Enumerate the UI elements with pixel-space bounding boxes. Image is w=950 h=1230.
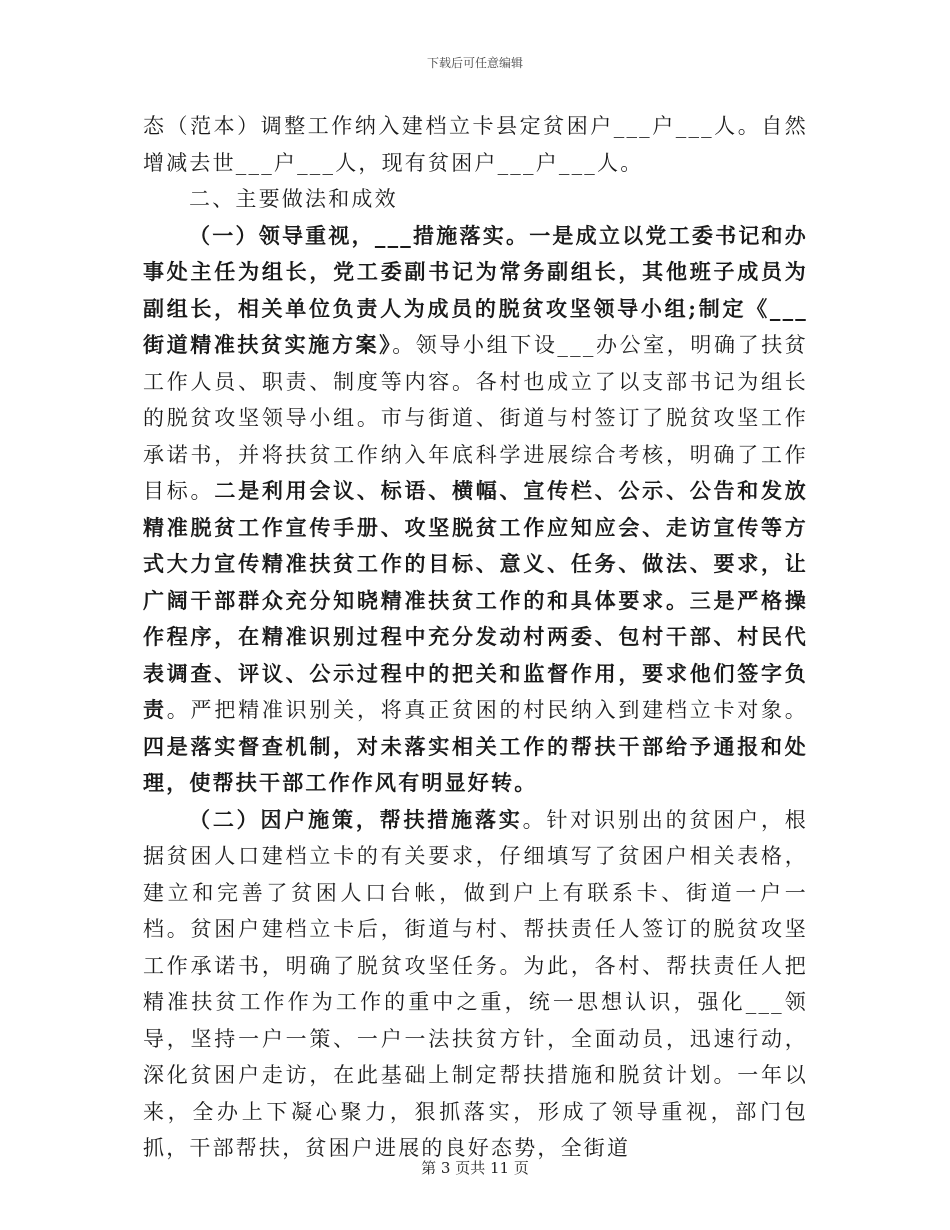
bold-text-run: （一）领导重视，___措施落实。一是成立以党工委书记和办事处主任为组长，党工委副书记为常务副组长，其他班子成员为副组长，相关单位负责人为成员的脱贫攻坚领导小组;制定《___街道精准扶贫实施方案》 — [143, 222, 808, 357]
text-run: 态（范本）调整工作纳入建档立卡县定贫困户___户___人。自然增减去世___户___人，现有贫困户___户___人。 — [143, 114, 808, 175]
page-header: 下载后可任意编辑 — [426, 56, 523, 70]
bold-text-run: 二是利用会议、标语、横幅、宣传栏、公示、公告和发放精准脱贫工作宣传手册、攻坚脱贫工作应知应会、走访宣传等方式大力宣传精准扶贫工作的目标、意义、任务、做法、要求，让广阔干部群众充分知晓精准扶贫工作的和具体要求。三是严格操作程序，在精准识别过程中充分发动村两委、包村干部、村民代表调查、评议、公示过程中的把关和监督作用，要求他们签字负责 — [143, 478, 808, 722]
paragraph-4 — [143, 802, 808, 1167]
document-body — [143, 108, 808, 1167]
text-run: 。领导小组下设___办公室，明确了扶贫工作人员、职责、制度等内容。各村也成立了以支部书记为组长的脱贫攻坚领导小组。市与街道、街道与村签订了脱贫攻坚工作承诺书，并将扶贫工作纳入年底科学进展综合考核，明确了工作目标。 — [143, 333, 808, 503]
bold-text-run: （二）因户施策，帮扶措施落实 — [189, 806, 523, 832]
paragraph-1 — [143, 108, 808, 181]
bold-text-run: 四是落实督查机制，对未落实相关工作的帮扶干部给予通报和处理，使帮扶干部工作作风有明显好转。 — [143, 733, 808, 795]
paragraph-3 — [143, 218, 808, 802]
page-footer: 第 3 页共 11 页 — [421, 1159, 529, 1177]
text-run: 。严把精准识别关，将真正贫困的村民纳入到建档立卡对象。 — [166, 698, 808, 722]
text-run: 。针对识别出的贫困户，根据贫困人口建档立卡的有关要求，仔细填写了贫困户相关表格，建立和完善了贫困人口台帐，做到户上有联系卡、街道一户一档。贫困户建档立卡后，街道与村、帮扶责任人签订的脱贫攻坚工作承诺书，明确了脱贫攻坚任务。为此，各村、帮扶责任人把精准扶贫工作作为工作的重中之重，统一思想认识，强化___领导，坚持一户一策、一户一法扶贫方针，全面动员，迅速行动，深化贫困户走访，在此基础上制定帮扶措施和脱贫计划。一年以来，全办上下凝心聚力，狠抓落实，形成了领导重视，部门包抓，干部帮扶，贫困户进展的良好态势，全街道 — [143, 807, 808, 1160]
paragraph-2 — [143, 181, 808, 218]
text-run: 二、主要做法和成效 — [189, 187, 398, 211]
